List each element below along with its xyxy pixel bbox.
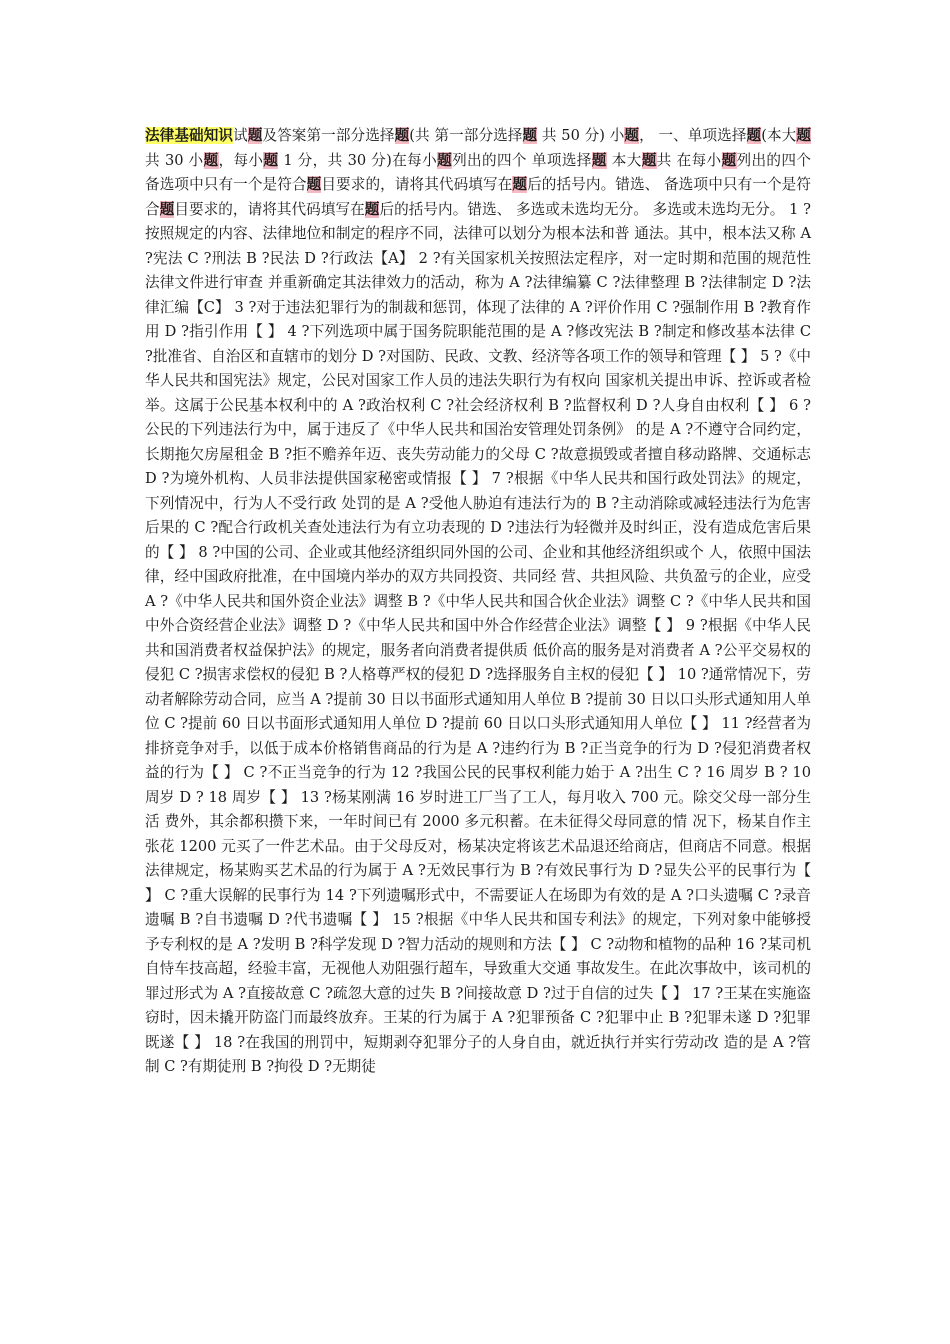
search-term-highlight: 题 <box>394 127 410 144</box>
search-term-highlight: 题 <box>641 151 657 169</box>
search-term-highlight: 题 <box>306 176 322 193</box>
body-text: 及答案第一部分选择 <box>262 127 395 144</box>
search-term-highlight: 题 <box>159 200 175 218</box>
search-term-highlight: 题 <box>512 176 528 193</box>
body-text: (共 第一部分选择 <box>409 127 523 144</box>
body-text: 共 30 小 <box>145 151 204 169</box>
body-text: 列出的四个 单项选择 <box>452 151 592 169</box>
search-term-highlight: 题 <box>203 151 219 169</box>
body-text: 共 50 分) 小 <box>537 127 625 144</box>
search-term-highlight: 题 <box>263 151 279 169</box>
body-text: 后的括号内。错选、 多选或未选均无分。 多选或未选均无分。 1 ?按照规定的内容、法律地位和制定的程序不同，法律可以划分为根本法和普 通法。其中，根本法又称 A ?宪法 C ?刑法 B ?民法 D ?行政法【A】 2 ?有关国家机关按照法定程序，对一定时期和范围的规范性法律文件进行审查 并重新确定其法律效力的活动，称为 A ?法律编纂 C ?法律整理 B ?法律制定 D ?法律汇编【C】 3 ?对于违法犯罪行为的制裁和惩罚，体现了法律的 A ?评价作用 C ?强制作用 B ?教育作用 D ?指引作用【 】 4 ?下列选项中属于国务院职能范围的是 A ?修改宪法 B ?制定和修改基本法律 C ?批准省、自治区和直辖市的划分 D ?对国防、民政、文教、经济等各项工作的领导和管理【 】 5 ?《中华人民共和国宪法》规定，公民对国家工作人员的违法失职行为有权向 国家机关提出申诉、控诉或者检举。这属于公民基本权利中的 A ?政治权利 C ?社会经济权利 B ?监督权利 D ?人身自由权利【 】 6 ?公民的下列违法行为中，属于违反了《中华人民共和国治安管理处罚条例》 的是 A ?不遵守合同约定，长期拖欠房屋租金 B ?拒不赡养年迈、丧失劳动能力的父母 C ?故意损毁或者擅自移动路牌、交通标志 D ?为境外机构、人员非法提供国家秘密或情报【 】 7 ?根据《中华人民共和国行政处罚法》的规定，下列情况中，行为人不受行政 处罚的是 A ?受他人胁迫有违法行为的 B ?主动消除或减轻违法行为危害后果的 C ?配合行政机关查处违法行为有立功表现的 D ?违法行为轻微并及时纠正，没有造成危害后果的【 】 8 ?中国的公司、企业或其他经济组织同外国的公司、企业和其他经济组织或个 人，依照中国法律，经中国政府批准，在中国境内举办的双方共同投资、共同经 营、共担风险、共负盈亏的企业，应受 A ?《中华人民共和国外资企业法》调整 B ?《中华人民共和国合伙企业法》调整 C ?《中华人民共和国中外合资经营企业法》调整 D ?《中华人民共和国中外合作经营企业法》调整【 】 9 ?根据《中华人民共和国消费者权益保护法》的规定，服务者向消费者提供质 低价高的服务是对消费者 A ?公平交易权的侵犯 C ?损害求偿权的侵犯 B ?人格尊严权的侵犯 D ?选择服务自主权的侵犯【 】 10 ?通常情况下，劳动者解除劳动合同，应当 A ?提前 30 日以书面形式通知用人单位 B ?提前 30 日以口头形式通知用人单位 C ?提前 60 日以书面形式通知用人单位 D ?提前 60 日以口头形式通知用人单位【 】 11 ?经营者为排挤竞争对手，以低于成本价格销售商品的行为是 A ?违约行为 B ?正当竞争的行为 D ?侵犯消费者权益的行为【 】 C ?不正当竞争的行为 12 ?我国公民的民事权利能力始于 A ?出生 C ? 16 周岁 B ? 10 周岁 D ? 18 周岁【 】 13 ?杨某刚满 16 岁时进工厂当了工人，每月收入 700 元。除交父母一部分生活 费外，其余都积攒下来，一年时间已有 2000 多元积蓄。在未征得父母同意的情 况下，杨某自作主张花 1200 元买了一件艺术品。由于父母反对，杨某决定将该艺术品退还给商店，但商店不同意。根据法律规定，杨某购买艺术品的行为属于 A ?无效民事行为 B ?有效民事行为 D ?显失公平的民事行为【 】 C ?重大误解的民事行为 14 ?下列遗嘱形式中，不需要证人在场即为有效的是 A ?口头遗嘱 C ?录音遗嘱 B ?自书遗嘱 D ?代书遗嘱【 】 15 ?根据《中华人民共和国专利法》的规定，下列对象中能够授予专利权的是 A ?发明 B ?科学发现 D ?智力活动的规则和方法【 】 C ?动物和植物的品种 16 ?某司机自恃车技高超，经验丰富，无视他人劝阻强行超车，导致重大交通 事故发生。在此次事故中，该司机的罪过形式为 A ?直接故意 C ?疏忽大意的过失 B ?间接故意 D ?过于自信的过失【 】 17 ?王某在实施盗窃时，因未撬开防盗门而最终放弃。王某的行为属于 A ?犯罪预备 C ?犯罪中止 B ?犯罪未遂 D ?犯罪既遂【 】 18 ?在我国的刑罚中，短期剥夺犯罪分子的人身自由，就近执行并实行劳动改 造的是 A ?管制 C ?有期徒刑 B ?拘役 D ?无期徒 <box>145 200 812 1075</box>
body-text: 1 分，共 30 分)在每小 <box>278 151 438 169</box>
body-text: ， 一、单项选择 <box>639 127 747 144</box>
document-body <box>145 124 811 1080</box>
search-term-highlight: 题 <box>364 200 380 218</box>
body-text: 试 <box>233 127 248 144</box>
search-term-highlight: 题 <box>591 151 607 169</box>
search-term-highlight: 题 <box>624 127 640 144</box>
body-text: (本大 <box>761 127 797 144</box>
body-text: 本大 <box>606 151 642 169</box>
search-term-highlight: 题 <box>437 151 453 169</box>
body-text: 目要求的，请将其代码填写在 <box>174 200 365 218</box>
body-text: 后的括号内。错选、 备选项中只有一个是符合 <box>145 176 811 218</box>
search-term-highlight: 题 <box>522 127 538 144</box>
search-term-highlight: 题 <box>721 151 737 169</box>
search-term-highlight: 题 <box>247 127 263 144</box>
document-title-highlight: 法律基础知识 <box>145 127 234 144</box>
body-text: 共 在每小 <box>656 151 722 169</box>
body-paragraph <box>145 124 811 1080</box>
body-text: 列出的四个 备选项中只有一个是符合 <box>145 151 811 193</box>
search-term-highlight: 题 <box>796 127 811 144</box>
body-text: ，每小 <box>218 151 264 169</box>
body-text: 目要求的，请将其代码填写在 <box>321 176 513 193</box>
search-term-highlight: 题 <box>746 127 762 144</box>
